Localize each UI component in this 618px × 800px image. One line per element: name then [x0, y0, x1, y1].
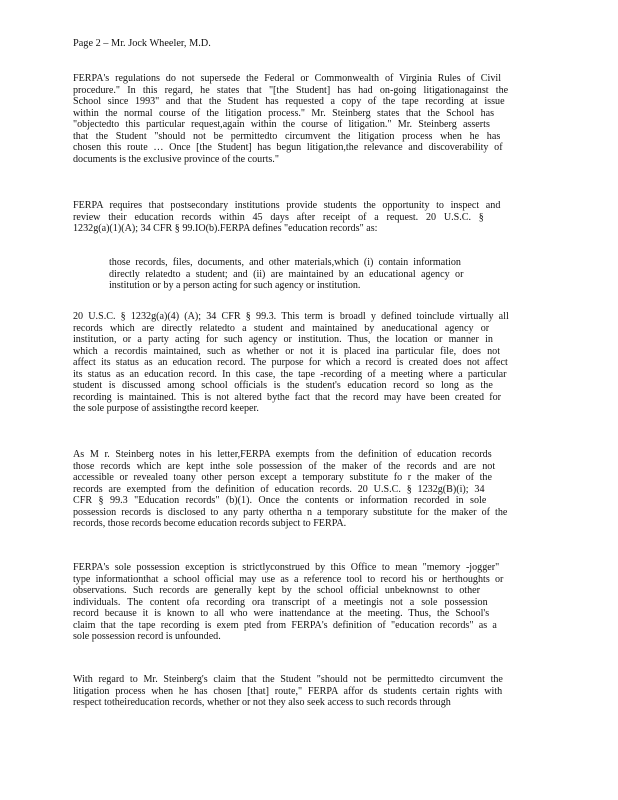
text-line: record because it is known to all who were inattendance at the meeting. Thus, the School's	[73, 608, 490, 620]
text-line: observations. Such records are generally kept by the school official unbeknownst to other	[73, 585, 480, 597]
text-line: those records, files, documents, and other materials,which (i) contain information	[109, 257, 461, 268]
text-line: individuals. The content ofa recording ora transcript of a meetingis not a sole possession	[73, 596, 488, 608]
text-line: type informationthat a school official may use as a reference tool to record his or herthoughts or	[73, 573, 504, 585]
text-line: sole possession record is unfounded.	[73, 631, 221, 643]
paragraph-sole-possession	[73, 562, 541, 643]
text-line: accessible or revealed toany other person except a temporary substitute fo r the maker of the	[73, 472, 492, 484]
text-line: With regard to Mr. Steinberg's claim that the Student "should not be permittedto circumvent the	[73, 674, 503, 685]
paragraph-regulations	[73, 73, 541, 165]
text-line: School since 1993" and that the Student has requested a copy of the tape recording at issue	[73, 96, 505, 108]
block-quote-definition	[109, 257, 492, 292]
text-line: which a recordis maintained, such as whether or not it is placed ina particular file, does not	[73, 345, 501, 357]
text-line: "objectedto this particular request,again within the course of litigation." Mr. Steinberg asserts	[73, 119, 490, 131]
text-line: recording is maintained. This is not altered bythe fact that the record may have been created for	[73, 391, 502, 403]
text-line: institution, or a party acting for such agency or institution. Thus, the location or manner in	[73, 334, 493, 346]
text-line: FERPA's regulations do not supersede the Federal or Commonwealth of Virginia Rules of Civil	[73, 73, 501, 84]
paragraph-ferpa-requires	[73, 200, 541, 235]
text-line: affect its status as an education record. The purpose for which a record is created does not affect	[73, 357, 508, 369]
text-line: chosen this route … Once [the Student] has begun litigation,the relevance and discoverability of	[73, 142, 503, 154]
text-line: As M r. Steinberg notes in his letter,FERPA exempts from the definition of education records	[73, 449, 492, 460]
text-line: the sole purpose of assistingthe record keeper.	[73, 403, 259, 415]
text-line: FERPA requires that postsecondary institutions provide students the opportunity to inspect and	[73, 200, 501, 211]
text-line: review their education records within 45 days after receipt of a request. 20 U.S.C. §	[73, 211, 484, 223]
paragraph-litigation-claim	[73, 674, 541, 709]
text-line: 20 U.S.C. § 1232g(a)(4) (A); 34 CFR § 99.3. This term is broadl y defined toinclude virtually all	[73, 311, 509, 322]
text-line: within the normal course of the litigation process." Mr. Steinberg states that the School has	[73, 107, 495, 119]
text-line: FERPA's sole possession exception is strictlyconstrued by this Office to mean "memory -jogger"	[73, 562, 500, 573]
text-line: respect totheireducation records, whether or not they also seek access to such records through	[73, 697, 451, 709]
text-line: claim that the tape recording is exem pted from FERPA's definition of "education records" as a	[73, 619, 497, 631]
text-line: directly relatedto a student; and (ii) are maintained by an educational agency or	[109, 268, 464, 280]
text-line: procedure." In this regard, he states that "[the Student] has had on-going litigationagainst the	[73, 84, 509, 96]
text-line: that the Student "should not be permittedto circumvent the litigation process when he has	[73, 130, 501, 142]
text-line: records, those records become education records subject to FERPA.	[73, 518, 347, 530]
text-line: records are exempted from the definition of education records. 20 U.S.C. § 1232g(B)(i); 34	[73, 483, 485, 495]
text-line: its status as an education record. In this case, the tape -recording of a meeting where a particular	[73, 368, 507, 380]
text-line: 1232g(a)(1)(A); 34 CFR § 99.IO(b).FERPA defines "education records" as:	[73, 223, 378, 235]
page-header: Page 2 – Mr. Jock Wheeler, M.D.	[73, 38, 211, 49]
paragraph-exemption	[73, 449, 541, 530]
text-line: institution or by a person acting for such agency or institution.	[109, 280, 361, 292]
text-line: CFR § 99.3 "Education records" (b)(1). Once the contents or information recorded in sole	[73, 495, 487, 507]
text-line: those records which are kept inthe sole possession of the maker of the records and are not	[73, 460, 496, 472]
text-line: records which are directly relatedto a student and maintained by aneducational agency or	[73, 322, 490, 334]
paragraph-broad-definition	[73, 311, 541, 415]
text-line: possession records is disclosed to any party othertha n a temporary substitute for the maker of the	[73, 506, 508, 518]
text-line: documents is the exclusive province of the courts."	[73, 153, 279, 165]
text-line: student is discussed among school officials is the student's education record so long as the	[73, 380, 493, 392]
text-line: litigation process when he has chosen [that] route," FERPA affor ds students certain rights with	[73, 685, 503, 697]
